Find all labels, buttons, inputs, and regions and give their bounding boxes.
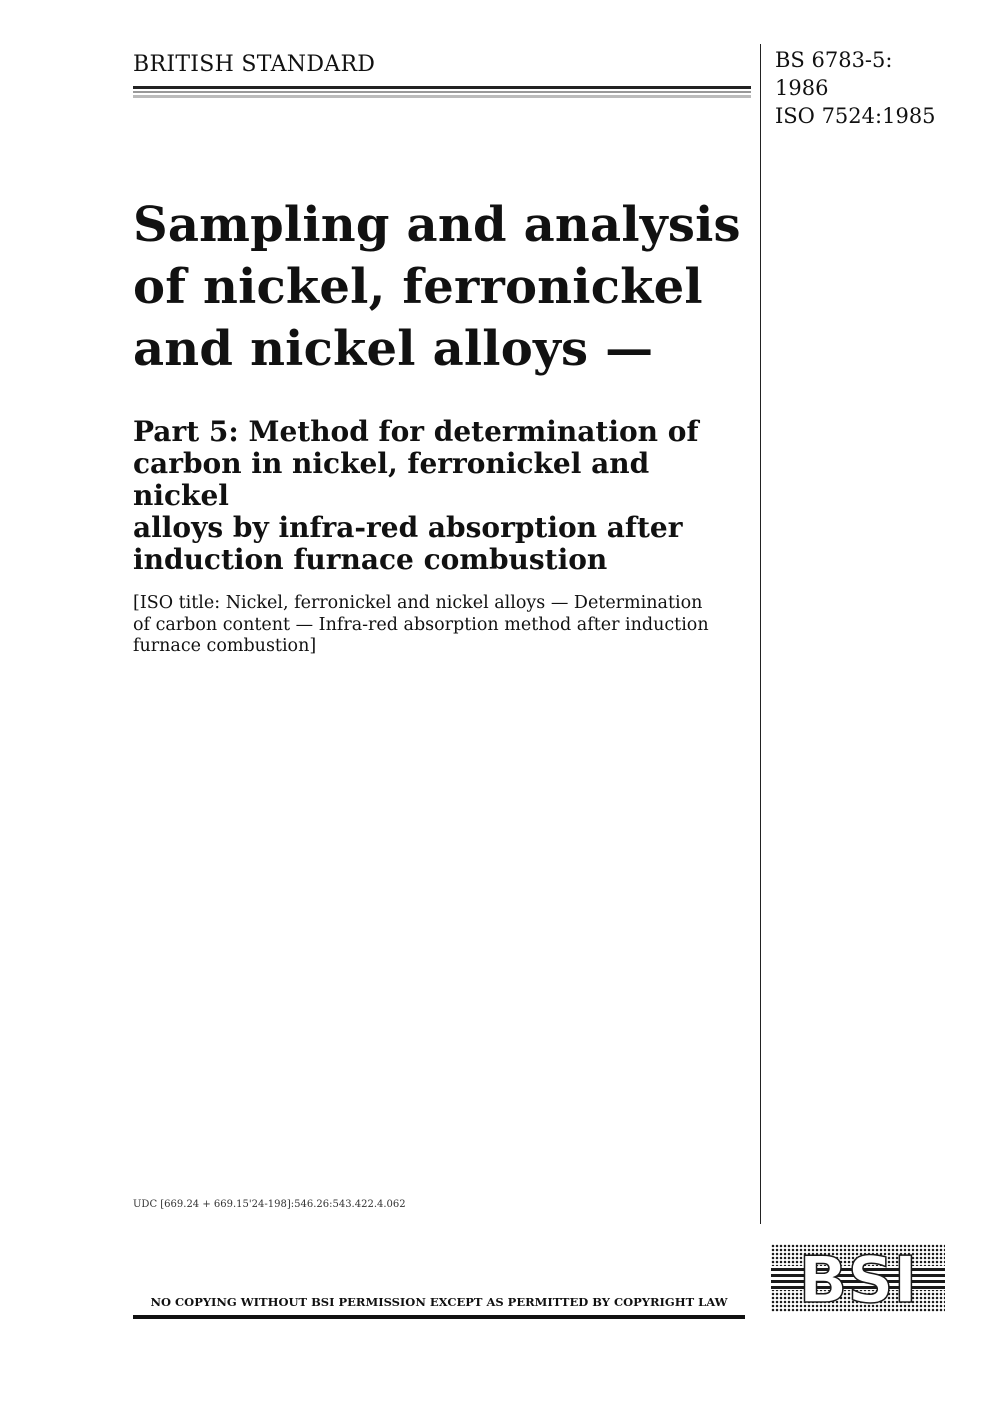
publication-type: BRITISH STANDARD xyxy=(133,52,376,77)
designation-iso: ISO 7524:1985 xyxy=(775,104,936,128)
copyright-notice: NO COPYING WITHOUT BSI PERMISSION EXCEPT AS PERMITTED BY COPYRIGHT LAW xyxy=(150,1295,728,1309)
subtitle-line: alloys by infra-red absorption after xyxy=(133,511,683,544)
footer-rule xyxy=(133,1315,745,1319)
iso-title xyxy=(133,593,753,658)
udc-classification: UDC [669.24 + 669.15'24-198]:546.26:543.422.4.062 xyxy=(133,1199,406,1210)
title-line: Sampling and analysis xyxy=(133,197,741,253)
document-subtitle xyxy=(133,416,753,576)
bsi-logo-graphic xyxy=(771,1244,945,1312)
document-title xyxy=(133,194,753,380)
subtitle-line: Part 5: Method for determination of xyxy=(133,415,699,448)
title-line: and nickel alloys — xyxy=(133,321,654,377)
bsi-logo xyxy=(771,1244,945,1312)
header-rule xyxy=(133,86,751,89)
header-rule-shade xyxy=(133,91,751,93)
iso-title-line: of carbon content — Infra-red absorption method after induction xyxy=(133,614,709,635)
subtitle-line: carbon in nickel, ferronickel and nickel xyxy=(133,447,650,512)
standard-designation xyxy=(775,46,985,130)
designation-number: BS 6783-5: xyxy=(775,48,893,72)
iso-title-line: furnace combustion] xyxy=(133,636,317,656)
title-line: of nickel, ferronickel xyxy=(133,259,703,315)
header-rule-shade-light xyxy=(133,95,751,98)
column-divider xyxy=(760,44,761,1224)
subtitle-line: induction furnace combustion xyxy=(133,543,608,576)
designation-year: 1986 xyxy=(775,76,829,100)
iso-title-line: [ISO title: Nickel, ferronickel and nickel alloys — Determination xyxy=(133,593,703,613)
bsi-logo-lettering: BSI xyxy=(798,1244,918,1312)
